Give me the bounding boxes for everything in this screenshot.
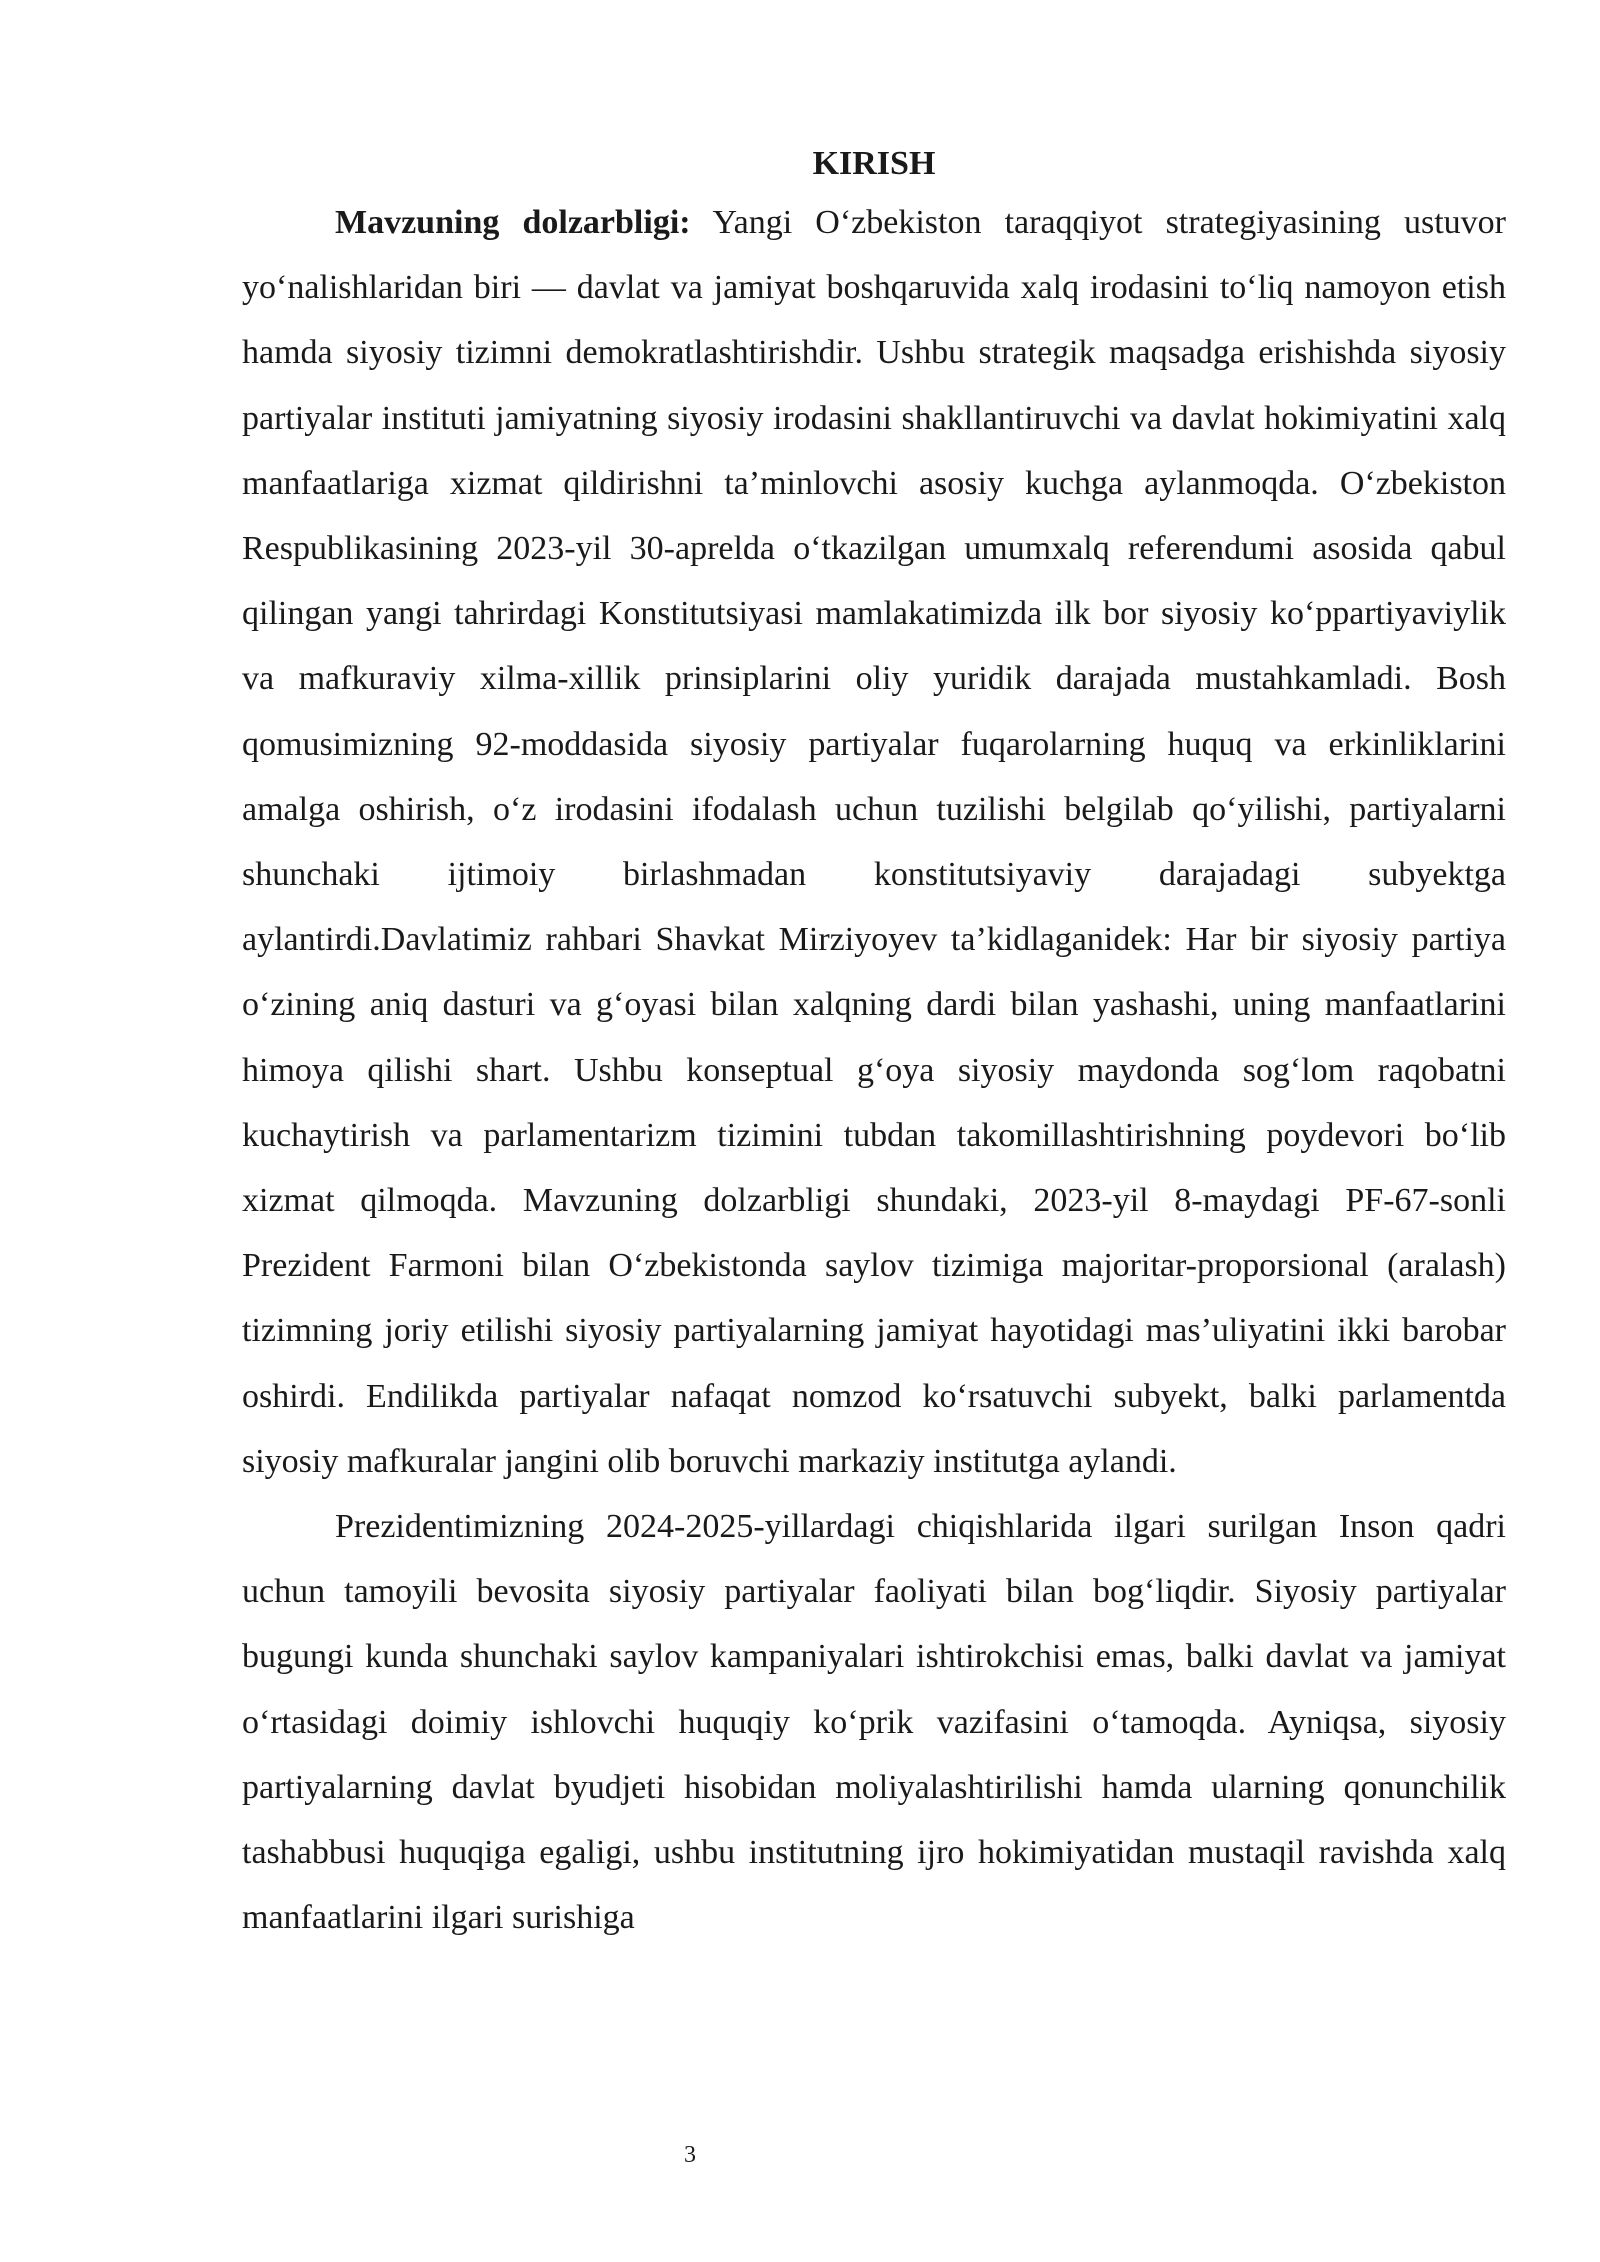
paragraph-lead: Mavzuning dolzarbligi:: [335, 204, 691, 241]
paragraph-relevance: [242, 190, 1506, 1494]
paragraph-president: [242, 1494, 1506, 1950]
paragraph-body: Yangi O‘zbekiston taraqqiyot strategiyasining ustuvor yo‘nalishlaridan biri — davlat va jamiyat boshqaruvida xalq irodasini to‘liq namoyon etish hamda siyosiy tizimni demokratlashtirishdir. Ushbu strategik maqsadga erishishda siyosiy partiyalar instituti jamiyatning siyosiy irodasini shakllantiruvchi va davlat hokimiyatini xalq manfaatlariga xizmat qildirishni ta’minlovchi asosiy kuchga aylanmoqda. O‘zbekiston Respublikasining 2023-yil 30-aprelda o‘tkazilgan umumxalq referendumi asosida qabul qilingan yangi tahrirdagi Konstitutsiyasi mamlakatimizda ilk bor siyosiy ko‘ppartiyaviylik va mafkuraviy xilma-xillik prinsiplarini oliy yuridik darajada mustahkamladi. Bosh qomusimizning 92-moddasida siyosiy partiyalar fuqarolarning huquq va erkinliklarini amalga oshirish, o‘z irodasini ifodalash uchun tuzilishi belgilab qo‘yilishi, partiyalarni shunchaki ijtimoiy birlashmadan konstitutsiyaviy darajadagi subyektga aylantirdi.Davlatimiz rahbari Shavkat Mirziyoyev ta’kidlaganidek: Har bir siyosiy partiya o‘zining aniq dasturi va g‘oyasi bilan xalqning dardi bilan yashashi, uning manfaatlarini himoya qilishi shart. Ushbu konseptual g‘oya siyosiy maydonda sog‘lom raqobatni kuchaytirish va parlamentarizm tizimini tubdan takomillashtirishning poydevori bo‘lib xizmat qilmoqda. Mavzuning dolzarbligi shundaki, 2023-yil 8-maydagi PF-67-sonli Prezident Farmoni bilan O‘zbekistonda saylov tizimiga majoritar-proporsional (aralash) tizimning joriy etilishi siyosiy partiyalarning jamiyat hayotidagi mas’uliyatini ikki barobar oshirdi. Endilikda partiyalar nafaqat nomzod ko‘rsatuvchi subyekt, balki parlamentda siyosiy mafkuralar jangini olib boruvchi markaziy institutga aylandi.: [242, 204, 1506, 1480]
paragraph-body: Prezidentimizning 2024-2025-yillardagi chiqishlarida ilgari surilgan Inson qadri uchun tamoyili bevosita siyosiy partiyalar faoliyati bilan bog‘liqdir. Siyosiy partiyalar bugungi kunda shunchaki saylov kampaniyalari ishtirokchisi emas, balki davlat va jamiyat o‘rtasidagi doimiy ishlovchi huquqiy ko‘prik vazifasini o‘tamoqda. Ayniqsa, siyosiy partiyalarning davlat byudjeti hisobidan moliyalashtirilishi hamda ularning qonunchilik tashabbusi huquqiga egaligi, ushbu institutning ijro hokimiyatidan mustaqil ravishda xalq manfaatlarini ilgari surishiga: [242, 1508, 1506, 1937]
page-number: 3: [684, 2142, 696, 2168]
section-heading: KIRISH: [812, 145, 936, 182]
page-content: [242, 138, 1506, 1950]
